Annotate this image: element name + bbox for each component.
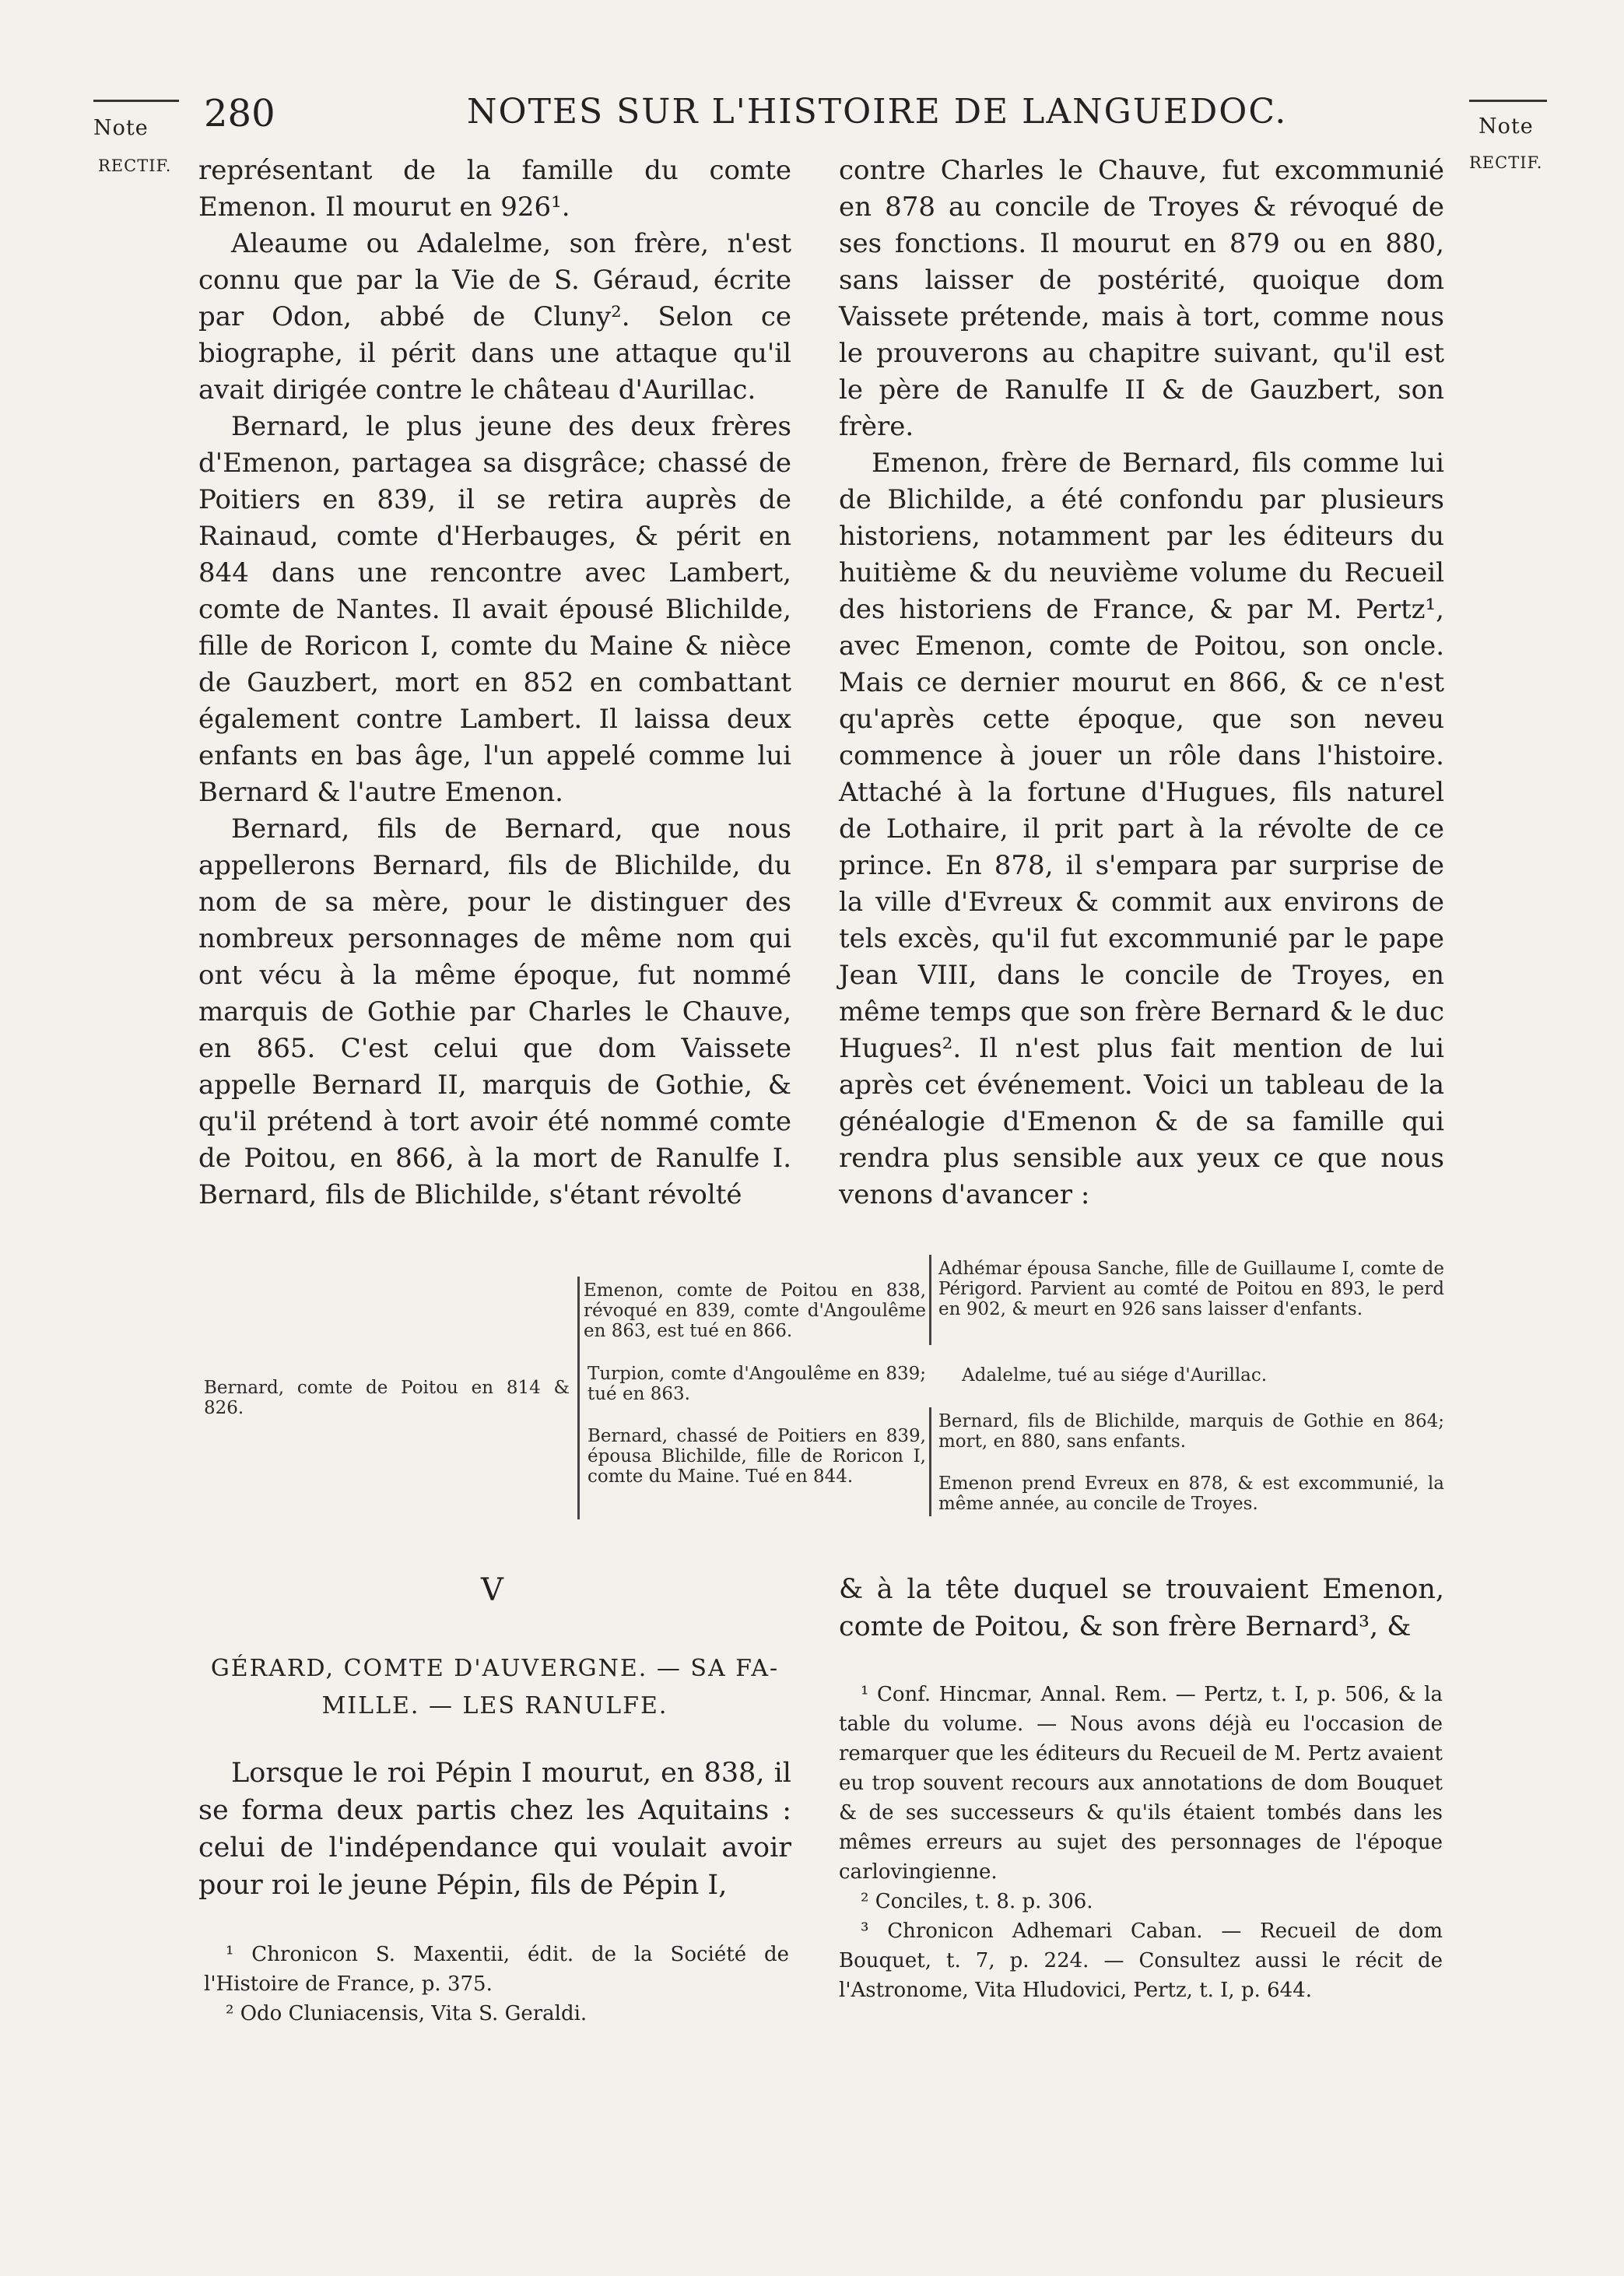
section-title-line: MILLE. — LES RANULFE. xyxy=(321,1692,668,1719)
genealogy-adalelme: Adalelme, tué au siége d'Aurillac. xyxy=(962,1365,1268,1386)
genealogy-adhemar: Adhémar épousa Sanche, fille de Guillaume I, comte de Périgord. Parvient au comté de Poitou en 893, le perd en 902, & meurt en 926 sans laisser d'enfants. xyxy=(938,1259,1444,1319)
margin-note-right: Note xyxy=(1478,114,1534,139)
paragraph: Bernard, fils de Bernard, que nous appellerons Bernard, fils de Blichilde, du nom de sa mère, pour le distinguer des nombreux personnages de même nom qui ont vécu à la même époque, fut nommé marquis de Gothie par Charles le Chauve, en 865. C'est celui que dom Vaissete appelle Bernard II, marquis de Gothie, & qu'il prétend à tort avoir été nommé comte de Poitou, en 866, à la mort de Ranulfe I. Bernard, fils de Blichilde, s'étant révolté xyxy=(198,813,791,1210)
section-title-line: GÉRARD, COMTE D'AUVERGNE. — SA FA- xyxy=(210,1655,780,1682)
paragraph: Emenon, frère de Bernard, fils comme lui de Blichilde, a été confondu par plusieurs historiens, notamment par les éditeurs du huitième & du neuvième volume du Recueil des historiens de France, & par M. Pertz¹, avec Emenon, comte de Poitou, son oncle. Mais ce dernier mourut en 866, & ce n'est qu'après cette époque, que son neveu commence à jouer un rôle dans l'histoire. Attaché à la fortune d'Hugues, fils naturel de Lothaire, il prit part à la révolte de ce prince. En 878, il s'empara par surprise de la ville d'Evreux & commit aux environs de tels excès, qu'il fut excommunié par le pape Jean VIII, dans le concile de Troyes, en même temps que son frère Bernard & le duc Hugues². Il n'est plus fait mention de lui après cet événement. Voici un tableau de la généalogie d'Emenon & de sa famille qui rendra plus sensible aux yeux ce que nous venons d'avancer : xyxy=(839,448,1444,1210)
genealogy-emenon: Emenon, comte de Poitou en 838, révoqué en 839, comte d'Angoulême en 863, est tué en 866. xyxy=(584,1280,926,1341)
footnote: ¹ Conf. Hincmar, Annal. Rem. — Pertz, t. I, p. 506, & la table du volume. — Nous avons déjà eu l'occasion de remarquer que les éditeurs du Recueil de M. Pertz avaient eu trop souvent recours aux annotations de dom Bouquet & de ses successeurs & qu'ils étaient tombés dans les mêmes erreurs au sujet des personnages de l'époque carlovingienne. xyxy=(839,1683,1443,1884)
genealogy-turpion: Turpion, comte d'Angoulême en 839; tué en 863. xyxy=(588,1364,926,1404)
genealogy-bernard-blichilde: Bernard, fils de Blichilde, marquis de Gothie en 864; mort, en 880, sans enfants. xyxy=(938,1411,1444,1452)
paragraph: & à la tête duquel se trouvaient Emenon, comte de Poitou, & son frère Bernard³, & xyxy=(839,1574,1444,1642)
footnote: ² Conciles, t. 8. p. 306. xyxy=(861,1890,1093,1913)
left-column xyxy=(198,153,791,1214)
paragraph: Bernard, le plus jeune des deux frères d'Emenon, partagea sa disgrâce; chassé de Poitiers en 839, il se retira auprès de Rainaud, comte d'Herbauges, & périt en 844 dans une rencontre avec Lambert, comte de Nantes. Il avait épousé Blichilde, fille de Roricon I, comte du Maine & nièce de Gauzbert, mort en 852 en combattant également contre Lambert. Il laissa deux enfants en bas âge, l'un appelé comme lui Bernard & l'autre Emenon. xyxy=(198,411,791,808)
brace-left xyxy=(577,1277,580,1519)
margin-rectif-right: RECTIF. xyxy=(1469,153,1543,172)
section-title xyxy=(198,1650,791,1725)
paragraph: Aleaume ou Adalelme, son frère, n'est connu que par la Vie de S. Géraud, écrite par Odon, abbé de Cluny². Selon ce biographe, il périt dans une attaque qu'il avait dirigée contre le château d'Aurillac. xyxy=(198,228,791,406)
genealogy-root: Bernard, comte de Poitou en 814 & 826. xyxy=(204,1378,570,1418)
brace-bernard xyxy=(929,1407,931,1516)
genealogy-bernard: Bernard, chassé de Poitiers en 839, épousa Blichilde, fille de Roricon I, comte du Maine. Tué en 844. xyxy=(588,1426,926,1487)
section-number: V xyxy=(481,1572,503,1608)
footnote: ¹ Chronicon S. Maxentii, édit. de la Société de l'Histoire de France, p. 375. xyxy=(204,1943,789,1996)
margin-rectif-left: RECTIF. xyxy=(98,156,172,175)
paragraph: Lorsque le roi Pépin I mourut, en 838, il se forma deux partis chez les Aquitains : celui de l'indépendance qui voulait avoir pour roi le jeune Pépin, fils de Pépin I, xyxy=(198,1758,791,1901)
genealogy-emenon-evreux: Emenon prend Evreux en 878, & est excommunié, la même année, au concile de Troyes. xyxy=(938,1473,1444,1514)
footnotes-left xyxy=(204,1940,789,2028)
paragraph: représentant de la famille du comte Emenon. Il mourut en 926¹. xyxy=(198,155,791,223)
running-title: NOTES SUR L'HISTOIRE DE LANGUEDOC. xyxy=(467,92,1288,132)
right-bottom-text xyxy=(839,1571,1444,1646)
right-column xyxy=(839,153,1444,1214)
footnote: ² Odo Cluniacensis, Vita S. Geraldi. xyxy=(226,2002,588,2025)
footnote: ³ Chronicon Adhemari Caban. — Recueil de dom Bouquet, t. 7, p. 224. — Consultez aussi le récit de l'Astronome, Vita Hludovici, Pertz, t. I, p. 644. xyxy=(839,1919,1443,2002)
paragraph: contre Charles le Chauve, fut excommunié en 878 au concile de Troyes & révoqué de ses fonctions. Il mourut en 879 ou en 880, sans laisser de postérité, quoique dom Vaissete prétende, mais à tort, comme nous le prouverons au chapitre suivant, qu'il est le père de Ranulfe II & de Gauzbert, son frère. xyxy=(839,155,1444,442)
brace-emenon xyxy=(929,1255,931,1345)
margin-note-left: Note xyxy=(93,116,149,140)
section-text xyxy=(198,1754,791,1904)
footnotes-right xyxy=(839,1680,1443,2005)
page-number: 280 xyxy=(204,92,275,135)
running-header xyxy=(0,92,1624,142)
